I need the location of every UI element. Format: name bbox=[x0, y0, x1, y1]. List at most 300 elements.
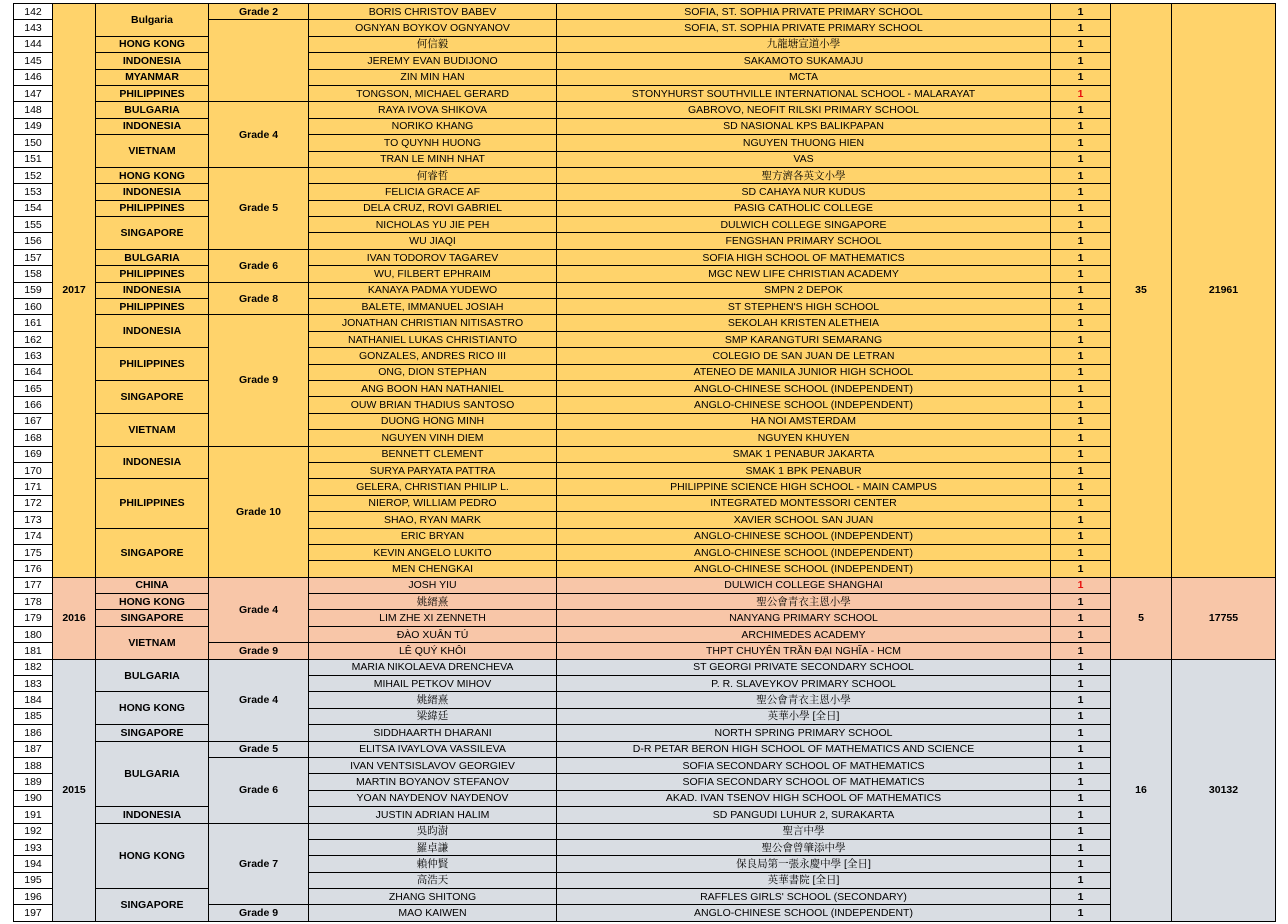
score-cell: 1 bbox=[1051, 594, 1111, 610]
row-number-cell: 142 bbox=[14, 4, 53, 20]
table-row bbox=[14, 348, 1276, 364]
school-name-cell: ANGLO-CHINESE SCHOOL (INDEPENDENT) bbox=[557, 397, 1051, 413]
student-name-cell: GONZALES, ANDRES RICO III bbox=[309, 348, 557, 364]
country-cell: BULGARIA bbox=[96, 249, 209, 265]
year-total-cell: 21961 bbox=[1172, 4, 1276, 578]
school-name-cell: HA NOI AMSTERDAM bbox=[557, 413, 1051, 429]
row-number-cell: 195 bbox=[14, 872, 53, 888]
school-name-cell: SD NASIONAL KPS BALIKPAPAN bbox=[557, 118, 1051, 134]
school-name-cell: SMAK 1 BPK PENABUR bbox=[557, 462, 1051, 478]
country-cell: VIETNAM bbox=[96, 135, 209, 168]
score-cell: 1 bbox=[1051, 610, 1111, 626]
school-name-cell: RAFFLES GIRLS' SCHOOL (SECONDARY) bbox=[557, 889, 1051, 905]
table-row bbox=[14, 741, 1276, 757]
row-number-cell: 177 bbox=[14, 577, 53, 593]
student-name-cell: 吳昀澍 bbox=[309, 823, 557, 839]
country-cell: INDONESIA bbox=[96, 807, 209, 823]
score-cell: 1 bbox=[1051, 430, 1111, 446]
row-number-cell: 164 bbox=[14, 364, 53, 380]
row-number-cell: 197 bbox=[14, 905, 53, 921]
row-number-cell: 184 bbox=[14, 692, 53, 708]
row-number-cell: 163 bbox=[14, 348, 53, 364]
score-cell: 1 bbox=[1051, 708, 1111, 724]
school-name-cell: SD CAHAYA NUR KUDUS bbox=[557, 184, 1051, 200]
country-cell: SINGAPORE bbox=[96, 610, 209, 626]
school-name-cell: FENGSHAN PRIMARY SCHOOL bbox=[557, 233, 1051, 249]
row-number-cell: 170 bbox=[14, 462, 53, 478]
student-name-cell: RAYA IVOVA SHIKOVA bbox=[309, 102, 557, 118]
student-name-cell: SHAO, RYAN MARK bbox=[309, 512, 557, 528]
row-number-cell: 147 bbox=[14, 85, 53, 101]
row-number-cell: 193 bbox=[14, 839, 53, 855]
student-name-cell: OGNYAN BOYKOV OGNYANOV bbox=[309, 20, 557, 36]
student-name-cell: NATHANIEL LUKAS CHRISTIANTO bbox=[309, 331, 557, 347]
student-name-cell: JEREMY EVAN BUDIJONO bbox=[309, 53, 557, 69]
school-name-cell: SMP KARANGTURI SEMARANG bbox=[557, 331, 1051, 347]
school-name-cell: ANGLO-CHINESE SCHOOL (INDEPENDENT) bbox=[557, 905, 1051, 921]
student-name-cell: NGUYEN VINH DIEM bbox=[309, 430, 557, 446]
score-cell: 1 bbox=[1051, 151, 1111, 167]
row-number-cell: 162 bbox=[14, 331, 53, 347]
year-total-cell: 17755 bbox=[1172, 577, 1276, 659]
score-cell: 1 bbox=[1051, 299, 1111, 315]
score-cell: 1 bbox=[1051, 889, 1111, 905]
school-name-cell: 英華小學 [全日] bbox=[557, 708, 1051, 724]
table-row bbox=[14, 102, 1276, 118]
student-name-cell: WU JIAQI bbox=[309, 233, 557, 249]
score-cell: 1 bbox=[1051, 676, 1111, 692]
school-name-cell: 英華書院 [全日] bbox=[557, 872, 1051, 888]
row-number-cell: 146 bbox=[14, 69, 53, 85]
row-number-cell: 194 bbox=[14, 856, 53, 872]
school-name-cell: 保良局第一張永慶中學 [全日] bbox=[557, 856, 1051, 872]
score-cell: 1 bbox=[1051, 856, 1111, 872]
country-cell: VIETNAM bbox=[96, 413, 209, 446]
student-name-cell: OUW BRIAN THADIUS SANTOSO bbox=[309, 397, 557, 413]
country-cell: INDONESIA bbox=[96, 53, 209, 69]
school-name-cell: ST GEORGI PRIVATE SECONDARY SCHOOL bbox=[557, 659, 1051, 675]
student-name-cell: TONGSON, MICHAEL GERARD bbox=[309, 85, 557, 101]
country-cell: SINGAPORE bbox=[96, 725, 209, 741]
row-number-cell: 190 bbox=[14, 790, 53, 806]
grade-cell: Grade 10 bbox=[209, 446, 309, 577]
school-name-cell: SOFIA, ST. SOPHIA PRIVATE PRIMARY SCHOOL bbox=[557, 4, 1051, 20]
school-name-cell: ATENEO DE MANILA JUNIOR HIGH SCHOOL bbox=[557, 364, 1051, 380]
row-number-cell: 161 bbox=[14, 315, 53, 331]
score-cell: 1 bbox=[1051, 413, 1111, 429]
school-name-cell: STONYHURST SOUTHVILLE INTERNATIONAL SCHOOL - MALARAYAT bbox=[557, 85, 1051, 101]
row-number-cell: 158 bbox=[14, 266, 53, 282]
row-number-cell: 156 bbox=[14, 233, 53, 249]
school-name-cell: GABROVO, NEOFIT RILSKI PRIMARY SCHOOL bbox=[557, 102, 1051, 118]
row-number-cell: 186 bbox=[14, 725, 53, 741]
country-cell: PHILIPPINES bbox=[96, 348, 209, 381]
student-name-cell: ĐÀO XUÂN TÚ bbox=[309, 626, 557, 642]
score-cell: 1 bbox=[1051, 774, 1111, 790]
grade-cell: Grade 2 bbox=[209, 4, 309, 20]
score-cell: 1 bbox=[1051, 266, 1111, 282]
score-cell: 1 bbox=[1051, 659, 1111, 675]
student-name-cell: 何睿哲 bbox=[309, 167, 557, 183]
country-cell: HONG KONG bbox=[96, 692, 209, 725]
table-row bbox=[14, 167, 1276, 183]
row-number-cell: 196 bbox=[14, 889, 53, 905]
student-name-cell: NORIKO KHANG bbox=[309, 118, 557, 134]
school-name-cell: ANGLO-CHINESE SCHOOL (INDEPENDENT) bbox=[557, 528, 1051, 544]
student-name-cell: ERIC BRYAN bbox=[309, 528, 557, 544]
student-name-cell: 姚縉熹 bbox=[309, 692, 557, 708]
country-cell: HONG KONG bbox=[96, 36, 209, 52]
table-row bbox=[14, 380, 1276, 396]
score-cell: 1 bbox=[1051, 200, 1111, 216]
row-number-cell: 182 bbox=[14, 659, 53, 675]
year-cell: 2017 bbox=[53, 4, 96, 578]
student-name-cell: MAO KAIWEN bbox=[309, 905, 557, 921]
score-cell: 1 bbox=[1051, 53, 1111, 69]
row-number-cell: 169 bbox=[14, 446, 53, 462]
grade-cell: Grade 9 bbox=[209, 905, 309, 921]
country-cell: MYANMAR bbox=[96, 69, 209, 85]
row-number-cell: 168 bbox=[14, 430, 53, 446]
score-cell: 1 bbox=[1051, 364, 1111, 380]
student-name-cell: 姚縉熹 bbox=[309, 594, 557, 610]
year-count-cell: 16 bbox=[1111, 659, 1172, 921]
country-cell: HONG KONG bbox=[96, 167, 209, 183]
row-number-cell: 151 bbox=[14, 151, 53, 167]
score-cell: 1 bbox=[1051, 249, 1111, 265]
score-cell: 1 bbox=[1051, 233, 1111, 249]
school-name-cell: ANGLO-CHINESE SCHOOL (INDEPENDENT) bbox=[557, 544, 1051, 560]
table-row bbox=[14, 217, 1276, 233]
row-number-cell: 157 bbox=[14, 249, 53, 265]
school-name-cell: ARCHIMEDES ACADEMY bbox=[557, 626, 1051, 642]
row-number-cell: 191 bbox=[14, 807, 53, 823]
score-cell: 1 bbox=[1051, 643, 1111, 659]
row-number-cell: 174 bbox=[14, 528, 53, 544]
school-name-cell: NGUYEN THUONG HIEN bbox=[557, 135, 1051, 151]
country-cell: PHILIPPINES bbox=[96, 299, 209, 315]
school-name-cell: SOFIA HIGH SCHOOL OF MATHEMATICS bbox=[557, 249, 1051, 265]
student-name-cell: BENNETT CLEMENT bbox=[309, 446, 557, 462]
row-number-cell: 183 bbox=[14, 676, 53, 692]
school-name-cell: ANGLO-CHINESE SCHOOL (INDEPENDENT) bbox=[557, 561, 1051, 577]
student-name-cell: NICHOLAS YU JIE PEH bbox=[309, 217, 557, 233]
row-number-cell: 150 bbox=[14, 135, 53, 151]
row-number-cell: 145 bbox=[14, 53, 53, 69]
table-row bbox=[14, 36, 1276, 52]
row-number-cell: 175 bbox=[14, 544, 53, 560]
score-cell: 1 bbox=[1051, 20, 1111, 36]
country-cell: SINGAPORE bbox=[96, 380, 209, 413]
student-name-cell: TO QUYNH HUONG bbox=[309, 135, 557, 151]
score-cell: 1 bbox=[1051, 807, 1111, 823]
results-table-body bbox=[14, 4, 1276, 922]
school-name-cell: NORTH SPRING PRIMARY SCHOOL bbox=[557, 725, 1051, 741]
score-cell: 1 bbox=[1051, 397, 1111, 413]
score-cell: 1 bbox=[1051, 380, 1111, 396]
school-name-cell: XAVIER SCHOOL SAN JUAN bbox=[557, 512, 1051, 528]
row-number-cell: 160 bbox=[14, 299, 53, 315]
school-name-cell: ST STEPHEN'S HIGH SCHOOL bbox=[557, 299, 1051, 315]
table-row bbox=[14, 692, 1276, 708]
school-name-cell: 聖公會青衣主恩小學 bbox=[557, 692, 1051, 708]
student-name-cell: IVAN TODOROV TAGAREV bbox=[309, 249, 557, 265]
row-number-cell: 180 bbox=[14, 626, 53, 642]
country-cell: SINGAPORE bbox=[96, 889, 209, 922]
student-name-cell: LIM ZHE XI ZENNETH bbox=[309, 610, 557, 626]
grade-cell: Grade 7 bbox=[209, 823, 309, 905]
row-number-cell: 167 bbox=[14, 413, 53, 429]
school-name-cell: SOFIA, ST. SOPHIA PRIVATE PRIMARY SCHOOL bbox=[557, 20, 1051, 36]
score-cell: 1 bbox=[1051, 823, 1111, 839]
row-number-cell: 187 bbox=[14, 741, 53, 757]
student-name-cell: 羅卓謙 bbox=[309, 839, 557, 855]
student-name-cell: JOSH YIU bbox=[309, 577, 557, 593]
row-number-cell: 176 bbox=[14, 561, 53, 577]
row-number-cell: 148 bbox=[14, 102, 53, 118]
table-row bbox=[14, 118, 1276, 134]
score-cell: 1 bbox=[1051, 741, 1111, 757]
student-name-cell: ZIN MIN HAN bbox=[309, 69, 557, 85]
school-name-cell: ANGLO-CHINESE SCHOOL (INDEPENDENT) bbox=[557, 380, 1051, 396]
score-cell: 1 bbox=[1051, 495, 1111, 511]
grade-cell: Grade 9 bbox=[209, 643, 309, 659]
score-cell: 1 bbox=[1051, 725, 1111, 741]
table-row bbox=[14, 528, 1276, 544]
grade-cell: Grade 5 bbox=[209, 167, 309, 249]
student-name-cell: 梁緯廷 bbox=[309, 708, 557, 724]
score-cell: 1 bbox=[1051, 118, 1111, 134]
row-number-cell: 185 bbox=[14, 708, 53, 724]
school-name-cell: NANYANG PRIMARY SCHOOL bbox=[557, 610, 1051, 626]
school-name-cell: DULWICH COLLEGE SINGAPORE bbox=[557, 217, 1051, 233]
student-name-cell: 賴仲賢 bbox=[309, 856, 557, 872]
score-cell: 1 bbox=[1051, 479, 1111, 495]
table-row bbox=[14, 69, 1276, 85]
school-name-cell: 九龍塘宣道小學 bbox=[557, 36, 1051, 52]
grade-cell: Grade 4 bbox=[209, 102, 309, 168]
year-count-cell: 35 bbox=[1111, 4, 1172, 578]
row-number-cell: 144 bbox=[14, 36, 53, 52]
school-name-cell: 聖言中學 bbox=[557, 823, 1051, 839]
row-number-cell: 152 bbox=[14, 167, 53, 183]
score-cell: 1 bbox=[1051, 561, 1111, 577]
row-number-cell: 155 bbox=[14, 217, 53, 233]
year-cell: 2016 bbox=[53, 577, 96, 659]
table-row bbox=[14, 299, 1276, 315]
score-cell: 1 bbox=[1051, 692, 1111, 708]
grade-cell: Grade 5 bbox=[209, 741, 309, 757]
score-cell: 1 bbox=[1051, 69, 1111, 85]
row-number-cell: 149 bbox=[14, 118, 53, 134]
score-cell: 1 bbox=[1051, 4, 1111, 20]
row-number-cell: 154 bbox=[14, 200, 53, 216]
student-name-cell: ONG, DION STEPHAN bbox=[309, 364, 557, 380]
row-number-cell: 189 bbox=[14, 774, 53, 790]
year-total-cell: 30132 bbox=[1172, 659, 1276, 921]
table-row bbox=[14, 184, 1276, 200]
school-name-cell: NGUYEN KHUYEN bbox=[557, 430, 1051, 446]
country-cell: SINGAPORE bbox=[96, 217, 209, 250]
table-row bbox=[14, 446, 1276, 462]
grade-cell: Grade 9 bbox=[209, 315, 309, 446]
country-cell: HONG KONG bbox=[96, 823, 209, 889]
school-name-cell: 聖公會曾肇添中學 bbox=[557, 839, 1051, 855]
student-name-cell: ELITSA IVAYLOVA VASSILEVA bbox=[309, 741, 557, 757]
score-cell: 1 bbox=[1051, 85, 1111, 101]
grade-cell: Grade 4 bbox=[209, 577, 309, 643]
country-cell: Bulgaria bbox=[96, 4, 209, 37]
table-row bbox=[14, 413, 1276, 429]
row-number-cell: 143 bbox=[14, 20, 53, 36]
score-cell: 1 bbox=[1051, 282, 1111, 298]
table-row bbox=[14, 249, 1276, 265]
school-name-cell: COLEGIO DE SAN JUAN DE LETRAN bbox=[557, 348, 1051, 364]
score-cell: 1 bbox=[1051, 528, 1111, 544]
score-cell: 1 bbox=[1051, 626, 1111, 642]
country-cell: PHILIPPINES bbox=[96, 266, 209, 282]
row-number-cell: 171 bbox=[14, 479, 53, 495]
row-number-cell: 166 bbox=[14, 397, 53, 413]
student-name-cell: JUSTIN ADRIAN HALIM bbox=[309, 807, 557, 823]
table-row bbox=[14, 725, 1276, 741]
table-row bbox=[14, 315, 1276, 331]
score-cell: 1 bbox=[1051, 217, 1111, 233]
country-cell: INDONESIA bbox=[96, 315, 209, 348]
student-name-cell: MARTIN BOYANOV STEFANOV bbox=[309, 774, 557, 790]
row-number-cell: 159 bbox=[14, 282, 53, 298]
student-name-cell: YOAN NAYDENOV NAYDENOV bbox=[309, 790, 557, 806]
table-row bbox=[14, 659, 1276, 675]
table-row bbox=[14, 577, 1276, 593]
country-cell: INDONESIA bbox=[96, 118, 209, 134]
grade-cell: Grade 8 bbox=[209, 282, 309, 315]
student-name-cell: JONATHAN CHRISTIAN NITISASTRO bbox=[309, 315, 557, 331]
school-name-cell: DULWICH COLLEGE SHANGHAI bbox=[557, 577, 1051, 593]
score-cell: 1 bbox=[1051, 790, 1111, 806]
school-name-cell: MCTA bbox=[557, 69, 1051, 85]
year-cell: 2015 bbox=[53, 659, 96, 921]
grade-cell bbox=[209, 20, 309, 102]
grade-cell: Grade 6 bbox=[209, 757, 309, 823]
country-cell: BULGARIA bbox=[96, 102, 209, 118]
student-name-cell: SIDDHAARTH DHARANI bbox=[309, 725, 557, 741]
row-number-cell: 165 bbox=[14, 380, 53, 396]
student-name-cell: 何信毅 bbox=[309, 36, 557, 52]
student-name-cell: MARIA NIKOLAEVA DRENCHEVA bbox=[309, 659, 557, 675]
student-name-cell: NIEROP, WILLIAM PEDRO bbox=[309, 495, 557, 511]
table-row bbox=[14, 85, 1276, 101]
score-cell: 1 bbox=[1051, 512, 1111, 528]
score-cell: 1 bbox=[1051, 36, 1111, 52]
table-row bbox=[14, 200, 1276, 216]
school-name-cell: P. R. SLAVEYKOV PRIMARY SCHOOL bbox=[557, 676, 1051, 692]
country-cell: SINGAPORE bbox=[96, 528, 209, 577]
school-name-cell: 聖方濟各英文小學 bbox=[557, 167, 1051, 183]
school-name-cell: SOFIA SECONDARY SCHOOL OF MATHEMATICS bbox=[557, 757, 1051, 773]
grade-cell: Grade 6 bbox=[209, 249, 309, 282]
score-cell: 1 bbox=[1051, 872, 1111, 888]
school-name-cell: SMPN 2 DEPOK bbox=[557, 282, 1051, 298]
score-cell: 1 bbox=[1051, 462, 1111, 478]
score-cell: 1 bbox=[1051, 167, 1111, 183]
country-cell: VIETNAM bbox=[96, 626, 209, 659]
row-number-cell: 153 bbox=[14, 184, 53, 200]
student-name-cell: FELICIA GRACE AF bbox=[309, 184, 557, 200]
school-name-cell: 聖公會青衣主恩小學 bbox=[557, 594, 1051, 610]
score-cell: 1 bbox=[1051, 331, 1111, 347]
student-name-cell: MIHAIL PETKOV MIHOV bbox=[309, 676, 557, 692]
year-count-cell: 5 bbox=[1111, 577, 1172, 659]
school-name-cell: SMAK 1 PENABUR JAKARTA bbox=[557, 446, 1051, 462]
country-cell: INDONESIA bbox=[96, 184, 209, 200]
row-number-cell: 188 bbox=[14, 757, 53, 773]
school-name-cell: PHILIPPINE SCIENCE HIGH SCHOOL - MAIN CAMPUS bbox=[557, 479, 1051, 495]
student-name-cell: WU, FILBERT EPHRAIM bbox=[309, 266, 557, 282]
score-cell: 1 bbox=[1051, 102, 1111, 118]
student-name-cell: GELERA, CHRISTIAN PHILIP L. bbox=[309, 479, 557, 495]
table-row bbox=[14, 282, 1276, 298]
student-name-cell: BALETE, IMMANUEL JOSIAH bbox=[309, 299, 557, 315]
school-name-cell: INTEGRATED MONTESSORI CENTER bbox=[557, 495, 1051, 511]
student-name-cell: ZHANG SHITONG bbox=[309, 889, 557, 905]
school-name-cell: PASIG CATHOLIC COLLEGE bbox=[557, 200, 1051, 216]
student-name-cell: DELA CRUZ, ROVI GABRIEL bbox=[309, 200, 557, 216]
table-row bbox=[14, 479, 1276, 495]
student-name-cell: MEN CHENGKAI bbox=[309, 561, 557, 577]
country-cell: INDONESIA bbox=[96, 282, 209, 298]
student-name-cell: DUONG HONG MINH bbox=[309, 413, 557, 429]
table-row bbox=[14, 889, 1276, 905]
score-cell: 1 bbox=[1051, 544, 1111, 560]
student-name-cell: KEVIN ANGELO LUKITO bbox=[309, 544, 557, 560]
country-cell: BULGARIA bbox=[96, 659, 209, 692]
score-cell: 1 bbox=[1051, 184, 1111, 200]
school-name-cell: THPT CHUYÊN TRẦN ĐẠI NGHĨA - HCM bbox=[557, 643, 1051, 659]
row-number-cell: 192 bbox=[14, 823, 53, 839]
table-row bbox=[14, 823, 1276, 839]
table-row bbox=[14, 53, 1276, 69]
school-name-cell: VAS bbox=[557, 151, 1051, 167]
row-number-cell: 178 bbox=[14, 594, 53, 610]
student-name-cell: KANAYA PADMA YUDEWO bbox=[309, 282, 557, 298]
table-row bbox=[14, 626, 1276, 642]
student-name-cell: IVAN VENTSISLAVOV GEORGIEV bbox=[309, 757, 557, 773]
row-number-cell: 173 bbox=[14, 512, 53, 528]
country-cell: CHINA bbox=[96, 577, 209, 593]
table-row bbox=[14, 266, 1276, 282]
table-row bbox=[14, 135, 1276, 151]
student-name-cell: ANG BOON HAN NATHANIEL bbox=[309, 380, 557, 396]
country-cell: BULGARIA bbox=[96, 741, 209, 807]
country-cell: HONG KONG bbox=[96, 594, 209, 610]
student-name-cell: 高浩天 bbox=[309, 872, 557, 888]
country-cell: INDONESIA bbox=[96, 446, 209, 479]
results-table bbox=[13, 3, 1276, 922]
school-name-cell: AKAD. IVAN TSENOV HIGH SCHOOL OF MATHEMATICS bbox=[557, 790, 1051, 806]
school-name-cell: SOFIA SECONDARY SCHOOL OF MATHEMATICS bbox=[557, 774, 1051, 790]
table-row bbox=[14, 4, 1276, 20]
score-cell: 1 bbox=[1051, 315, 1111, 331]
student-name-cell: LÊ QUÝ KHÔI bbox=[309, 643, 557, 659]
student-name-cell: BORIS CHRISTOV BABEV bbox=[309, 4, 557, 20]
row-number-cell: 179 bbox=[14, 610, 53, 626]
row-number-cell: 172 bbox=[14, 495, 53, 511]
score-cell: 1 bbox=[1051, 348, 1111, 364]
country-cell: PHILIPPINES bbox=[96, 85, 209, 101]
school-name-cell: SEKOLAH KRISTEN ALETHEIA bbox=[557, 315, 1051, 331]
school-name-cell: SAKAMOTO SUKAMAJU bbox=[557, 53, 1051, 69]
